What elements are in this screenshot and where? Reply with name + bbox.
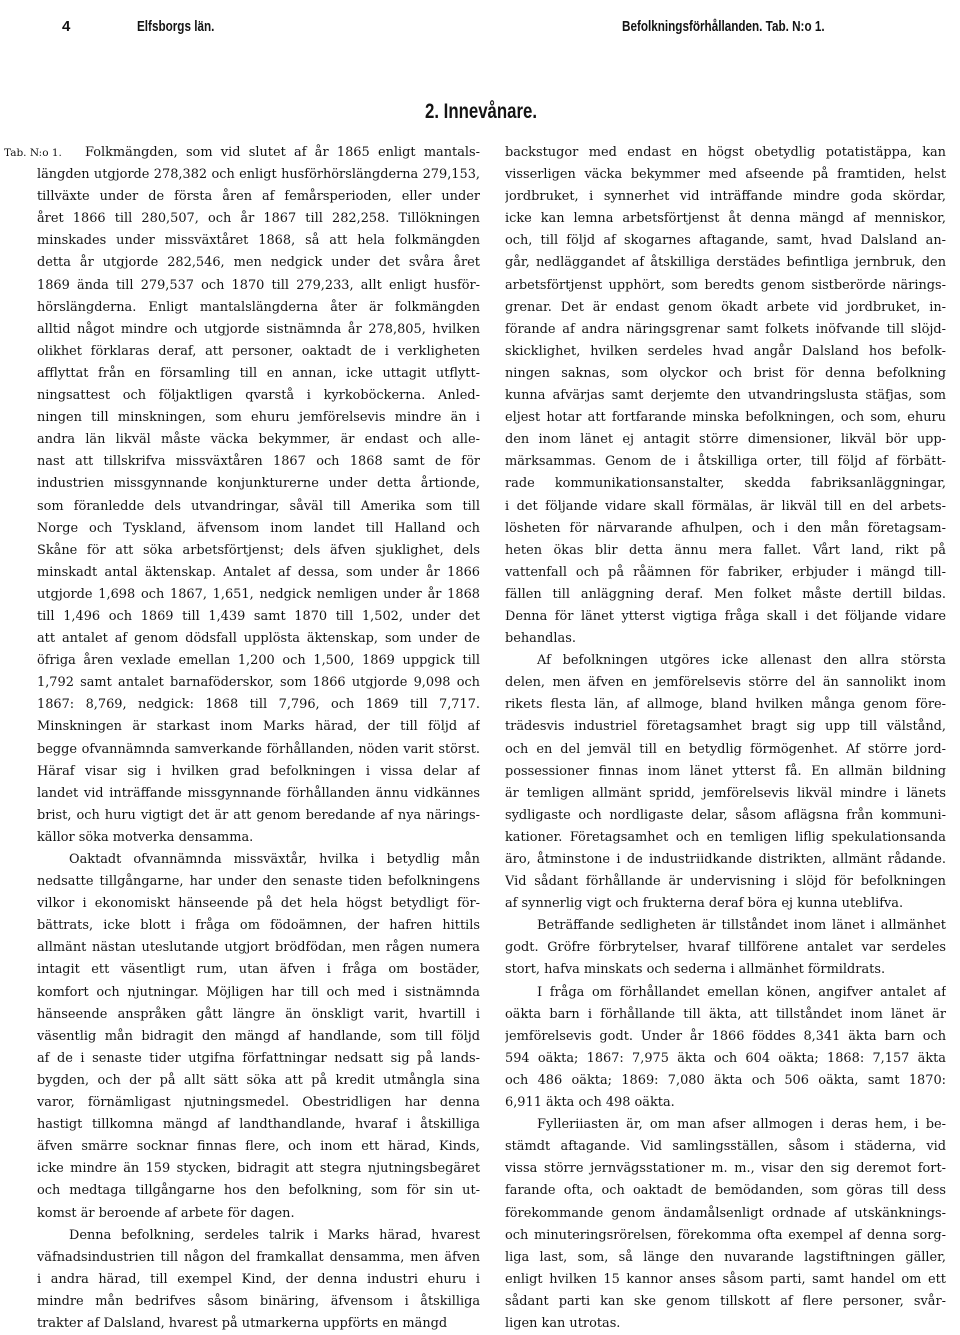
text-line: lösheten för närvarande afhulpen, och i den mån företagsam-	[505, 520, 946, 536]
text-line: vissa större jernvägsstationer m. m., visar den sig deremot fort-	[505, 1161, 946, 1177]
text-line: kunna afvärjas samt derjemte den utvandringslusta stäfjas, som	[505, 388, 946, 404]
text-line: jordbruket, i synnerhet vid inträffande mindre goda skördar,	[505, 189, 946, 205]
text-line: Vid sådant förhållande är undervisning i slöjd för befolkningen	[505, 874, 946, 890]
text-line: året 1866 till 280,507, och år 1867 till 282,258. Tillökningen	[37, 211, 480, 227]
text-line: grenar. Det är endast genom ökadt arbete vid jordbruket, in-	[505, 299, 946, 315]
text-line: Norge och Tyskland, äfvensom inom landet till Halland och	[37, 520, 480, 536]
text-line: stort, hafva minskats och sederna i allmänhet förmildrats.	[505, 962, 886, 978]
page-number: 4	[62, 18, 71, 35]
text-line: förande af andra näringsgrenar samt folkets inöfvande till slöjd-	[505, 321, 946, 337]
text-line: liga last, som, så länge den nuvarande lagstiftningen gäller,	[505, 1249, 946, 1265]
text-line: i det följande vidare skall förmälas, är likväl till en del arbets-	[505, 498, 946, 514]
text-line: trädesvis industriel företagsamhet bragt sig upp till välstånd,	[505, 719, 946, 735]
text-line: väfnadsindustrien till någon del framkallat densamma, men äfven	[37, 1249, 480, 1265]
text-line: olikhet förklaras deraf, att personer, oaktadt de i verkligheten	[37, 343, 480, 359]
text-line: detta år utgjorde 282,546, men nedgick under det svåra året	[37, 255, 480, 271]
text-line: brist, och huru vigtigt det är att genom beredande af nya närings-	[37, 807, 480, 823]
text-line: ningen till minskningen, som ehuru jemförelsevis mindre än i	[37, 410, 480, 426]
text-line: andra län likväl måste väcka bekymmer, är endast och alle-	[37, 432, 480, 448]
text-line: tillväxte under de första åren af femårsperioden, eller under	[37, 189, 480, 205]
text-line: och, till följd af skogarnes aftagande, samt, hvad Dalsland an-	[505, 233, 946, 249]
text-line: Häraf visar sig i hvilken grad befolkningen i vissa delar af	[37, 763, 480, 779]
running-head-county: Elfsborgs län.	[137, 18, 215, 35]
text-line: komfort och njutningar. Möjligen har till och med i sistnämnda	[37, 984, 480, 1000]
text-line: källor söka motverka densamma.	[37, 829, 254, 845]
text-line: och medtaga tillgångarne hos den befolkning, som för sin ut-	[37, 1183, 480, 1199]
text-line: Af befolkningen utgöres icke allenast den allra största	[537, 653, 946, 669]
text-line: stämdt aftagande. Vid samlingsställen, såsom i städerna, vid	[505, 1139, 946, 1155]
text-line: delen, men äfven en jemförelsevis större del än sannolikt inom	[505, 675, 946, 691]
text-line: förekommande genom ändamålsenligt ordnade af utskänknings-	[505, 1205, 946, 1221]
text-line: mindre mån bedrifves såsom binäring, äfvensom i åtskilliga	[37, 1293, 480, 1309]
text-line: öfriga åren vexlade emellan 1,200 och 1,500, 1869 uppgick till	[37, 653, 480, 669]
text-line: rikets flesta län, af allmoge, bland hvilken många genom före-	[505, 697, 946, 713]
text-line: af de i senaste tider utgifna författningar nedsatt sig på lands-	[37, 1050, 480, 1066]
text-line: possessioner finnas inom länet ytterst få. En allmän bildning	[505, 763, 946, 779]
text-line: begge ofvannämnda samverkande förhållanden, nöden varit störst.	[37, 741, 480, 757]
text-line: af synnerlig vigt och frukterna deraf böra ej kunna uteblifva.	[505, 896, 904, 912]
text-line: Denna befolkning, serdeles talrik i Marks härad, hvarest	[69, 1227, 480, 1243]
text-line: bygden, och der på allt sätt söka att på kredit utmångla sina	[37, 1072, 480, 1088]
running-head-section: Befolkningsförhållanden. Tab. N:o 1.	[622, 18, 825, 35]
text-line: alltid något mindre och utgjorde sistnämnda år 278,805, hvilken	[37, 321, 480, 337]
text-line: eljest hotar att fortfarande minska befolkningen, och som, ehuru	[505, 410, 946, 426]
text-line: fällen till anläggning deraf. Men folket måste dertill bildas.	[505, 586, 946, 602]
text-line: I fråga om förhållandet emellan könen, angifver antalet af	[537, 984, 946, 1000]
text-line: och 486 oäkta; 1869: 7,080 äkta och 506 oäkta, samt 1870:	[505, 1072, 946, 1088]
text-line: Folkmängden, som vid slutet af år 1865 enligt mantals-	[85, 145, 480, 160]
text-line: och en del jemväl till en betydlig förmögenhet. Af större jord-	[505, 741, 946, 757]
text-line: varor, förnämligast njutningsmedel. Obestridligen har denna	[37, 1095, 480, 1111]
text-line: är temligen allmänt spridd, jemförelsevis likväl mindre i länets	[505, 785, 946, 801]
text-line: nast att tillskrifva missväxtåren 1867 och 1868 samt de för	[37, 454, 480, 470]
text-line: visserligen väcka bekymmer med afseende på framtiden, helst	[505, 167, 946, 183]
text-line: 594 oäkta; 1867: 7,975 äkta och 604 oäkta; 1868: 7,157 äkta	[505, 1050, 946, 1066]
text-line: Oaktadt ofvannämnda missväxtår, hvilka i betydlig mån	[69, 852, 480, 867]
text-line: ningen saknas, som olyckor och brist för denna befolkning	[505, 365, 946, 381]
text-line: oäkta barn i förhållande till äkta, att tillståndet inom länet är	[505, 1006, 946, 1022]
text-line: Denna för länet ytterst vigtiga fråga skall i det följande vidare	[505, 608, 946, 624]
text-line: intagit ett väsentligt rum, utan äfven i fråga om bostäder,	[37, 962, 480, 978]
text-line: godt. Gröfre förbrytelser, hvaraf tillförene antalet var serdeles	[505, 940, 946, 956]
text-line: vilkor i ekonomiskt hänseende på det hela högst betydligt för-	[37, 896, 480, 912]
text-line: väsentlig mån bidragit den mängd af handlande, som till följd	[37, 1028, 480, 1044]
text-line: 6,911 äkta och 498 oäkta.	[505, 1095, 675, 1111]
text-line: jemförelsevis godt. Under år 1866 föddes 8,341 äkta barn och	[505, 1028, 946, 1044]
text-line: ningsattest och följaktligen qvarstå i kyrkoböckerna. Anled-	[37, 388, 480, 404]
text-line: som föranledde dels utvandringar, såväl till Amerika som till	[37, 498, 480, 514]
text-line: bättrats, icke blott i fråga om födoämnen, der hafren hittils	[37, 918, 480, 934]
text-line: heten ökas blir detta ännu mera fallet. Vårt land, rikt på	[505, 542, 946, 558]
text-line: trakter af Dalsland, hvarest på utmarkerna uppförts en mängd	[37, 1315, 448, 1331]
text-line: utgjorde 1,698 och 1867, 1,651, nedgick nemligen under år 1868	[37, 586, 480, 602]
text-line: går, nedläggandet af åtskilliga derstädes befintliga jernbruk, den	[505, 255, 946, 271]
text-line: hänseende anspråken gått längre än önskligt varit, hvartill i	[37, 1006, 480, 1022]
text-line: den inom länet ej antagit större dimensioner, likväl bör upp-	[505, 432, 946, 448]
text-line: Fylleriiasten är, om man afser allmogen i deras hem, i be-	[537, 1117, 946, 1133]
text-line: behandlas.	[505, 631, 576, 647]
text-line: sydligaste och nordligaste delar, såsom aflägsna från kommuni-	[505, 807, 946, 823]
table-reference-label: Tab. N:o 1.	[4, 147, 62, 159]
text-line: minskades under missväxtåret 1868, så att hela folkmängden	[37, 233, 480, 249]
right-column-text	[505, 142, 946, 1335]
section-title: 2. Innevånare.	[425, 100, 538, 123]
text-line: i andra härad, till exempel Kind, der denna industri ehuru i	[37, 1271, 480, 1287]
text-line: farande ofta, och oaktadt de bemödanden, som göras till dess	[505, 1183, 946, 1199]
text-line: och minuteringsrörelsen, förekomma ofta exempel af denna sorg-	[505, 1227, 946, 1243]
text-line: Beträffande sedligheten är tillståndet inom länet i allmänhet	[537, 918, 946, 934]
text-line: allmänt nästan uteslutande utgjort brödfödan, men rågen numera	[37, 940, 480, 956]
text-line: ligen kan utrotas.	[505, 1315, 621, 1331]
text-line: 1867: 8,769, nedgick: 1868 till 7,796, och 1869 till 7,717.	[37, 697, 480, 713]
text-line: 1,792 samt antalet barnaföderskor, som 1866 utgjorde 9,098 och	[37, 675, 480, 691]
text-line: backstugor med endast en högst obetydlig potatistäppa, kan	[505, 145, 946, 160]
text-line: Skåne för att söka arbetsförtjenst; dels äfven sjuklighet, dels	[37, 542, 480, 558]
text-line: märksammas. Genom de i åtskilliga orter, till följd af förbätt-	[505, 454, 946, 470]
text-line: enligt hvilken 15 kannor anses såsom parti, samt handel om ett	[505, 1271, 946, 1287]
text-line: industrien missgynnande konjunkturerne under detta årtionde,	[37, 476, 480, 492]
text-line: till 1,496 och 1869 till 1,439 samt 1870 till 1,502, under det	[37, 608, 480, 624]
text-line: nedsatte tillgångarne, har under den senaste tiden befolkningens	[37, 874, 480, 890]
text-line: rade kommunikationsanstalter, skedda fabriksanläggningar,	[505, 476, 946, 492]
text-line: att antalet af genom dödsfall upplösta äktenskap, som under de	[37, 631, 480, 647]
text-line: kationer. Företagsamhet och en temligen liflig spekulationsanda	[505, 829, 946, 845]
text-line: arbetsförtjenst upphört, som beredts genom sistberörde närings-	[505, 277, 946, 293]
text-line: sådant parti kan ske genom tillskott af flere personer, svår-	[505, 1293, 946, 1309]
text-line: minskadt antal äktenskap. Antalet af dessa, som under år 1866	[37, 564, 480, 580]
text-line: icke mindre än 159 stycken, bidragit att stegra njutningsbegäret	[37, 1161, 480, 1177]
text-line: icke kan lemna arbetsförtjenst åt denna mängd af menniskor,	[505, 211, 946, 227]
text-line: landet vid inträffande missgynnande förhållanden ännu vidkännes	[37, 785, 480, 801]
text-line: Minskningen är starkast inom Marks härad, der till följd af	[37, 719, 480, 735]
text-line: afflyttat från en församling till en annan, icke uttagit utflytt-	[37, 365, 480, 381]
text-line: äfven smärre socknar finnas flere, och inom ett härad, Kinds,	[37, 1139, 480, 1155]
left-column-text	[37, 142, 480, 1335]
text-line: hörslängderna. Enligt mantalslängderna åter är folkmängden	[37, 299, 480, 315]
text-line: äro, åtminstone i de industriidkande distrikten, allmänt rådande.	[505, 852, 946, 867]
text-line: komst är beroende af arbete för dagen.	[37, 1205, 295, 1221]
text-line: längden utgjorde 278,382 och enligt husförhörslängderna 279,153,	[37, 167, 480, 183]
text-line: vattenfall och på råämnen för fabriker, erbjuder i mängd till-	[505, 564, 946, 580]
text-line: hastigt tillkomna mängd af landthandlande, hvaraf i åtskilliga	[37, 1117, 480, 1133]
text-line: skicklighet, hvilken serdeles hvad angår Dalsland hos befolk-	[505, 343, 946, 359]
text-line: 1869 ända till 279,537 och 1870 till 279,233, allt enligt husför-	[37, 277, 480, 293]
